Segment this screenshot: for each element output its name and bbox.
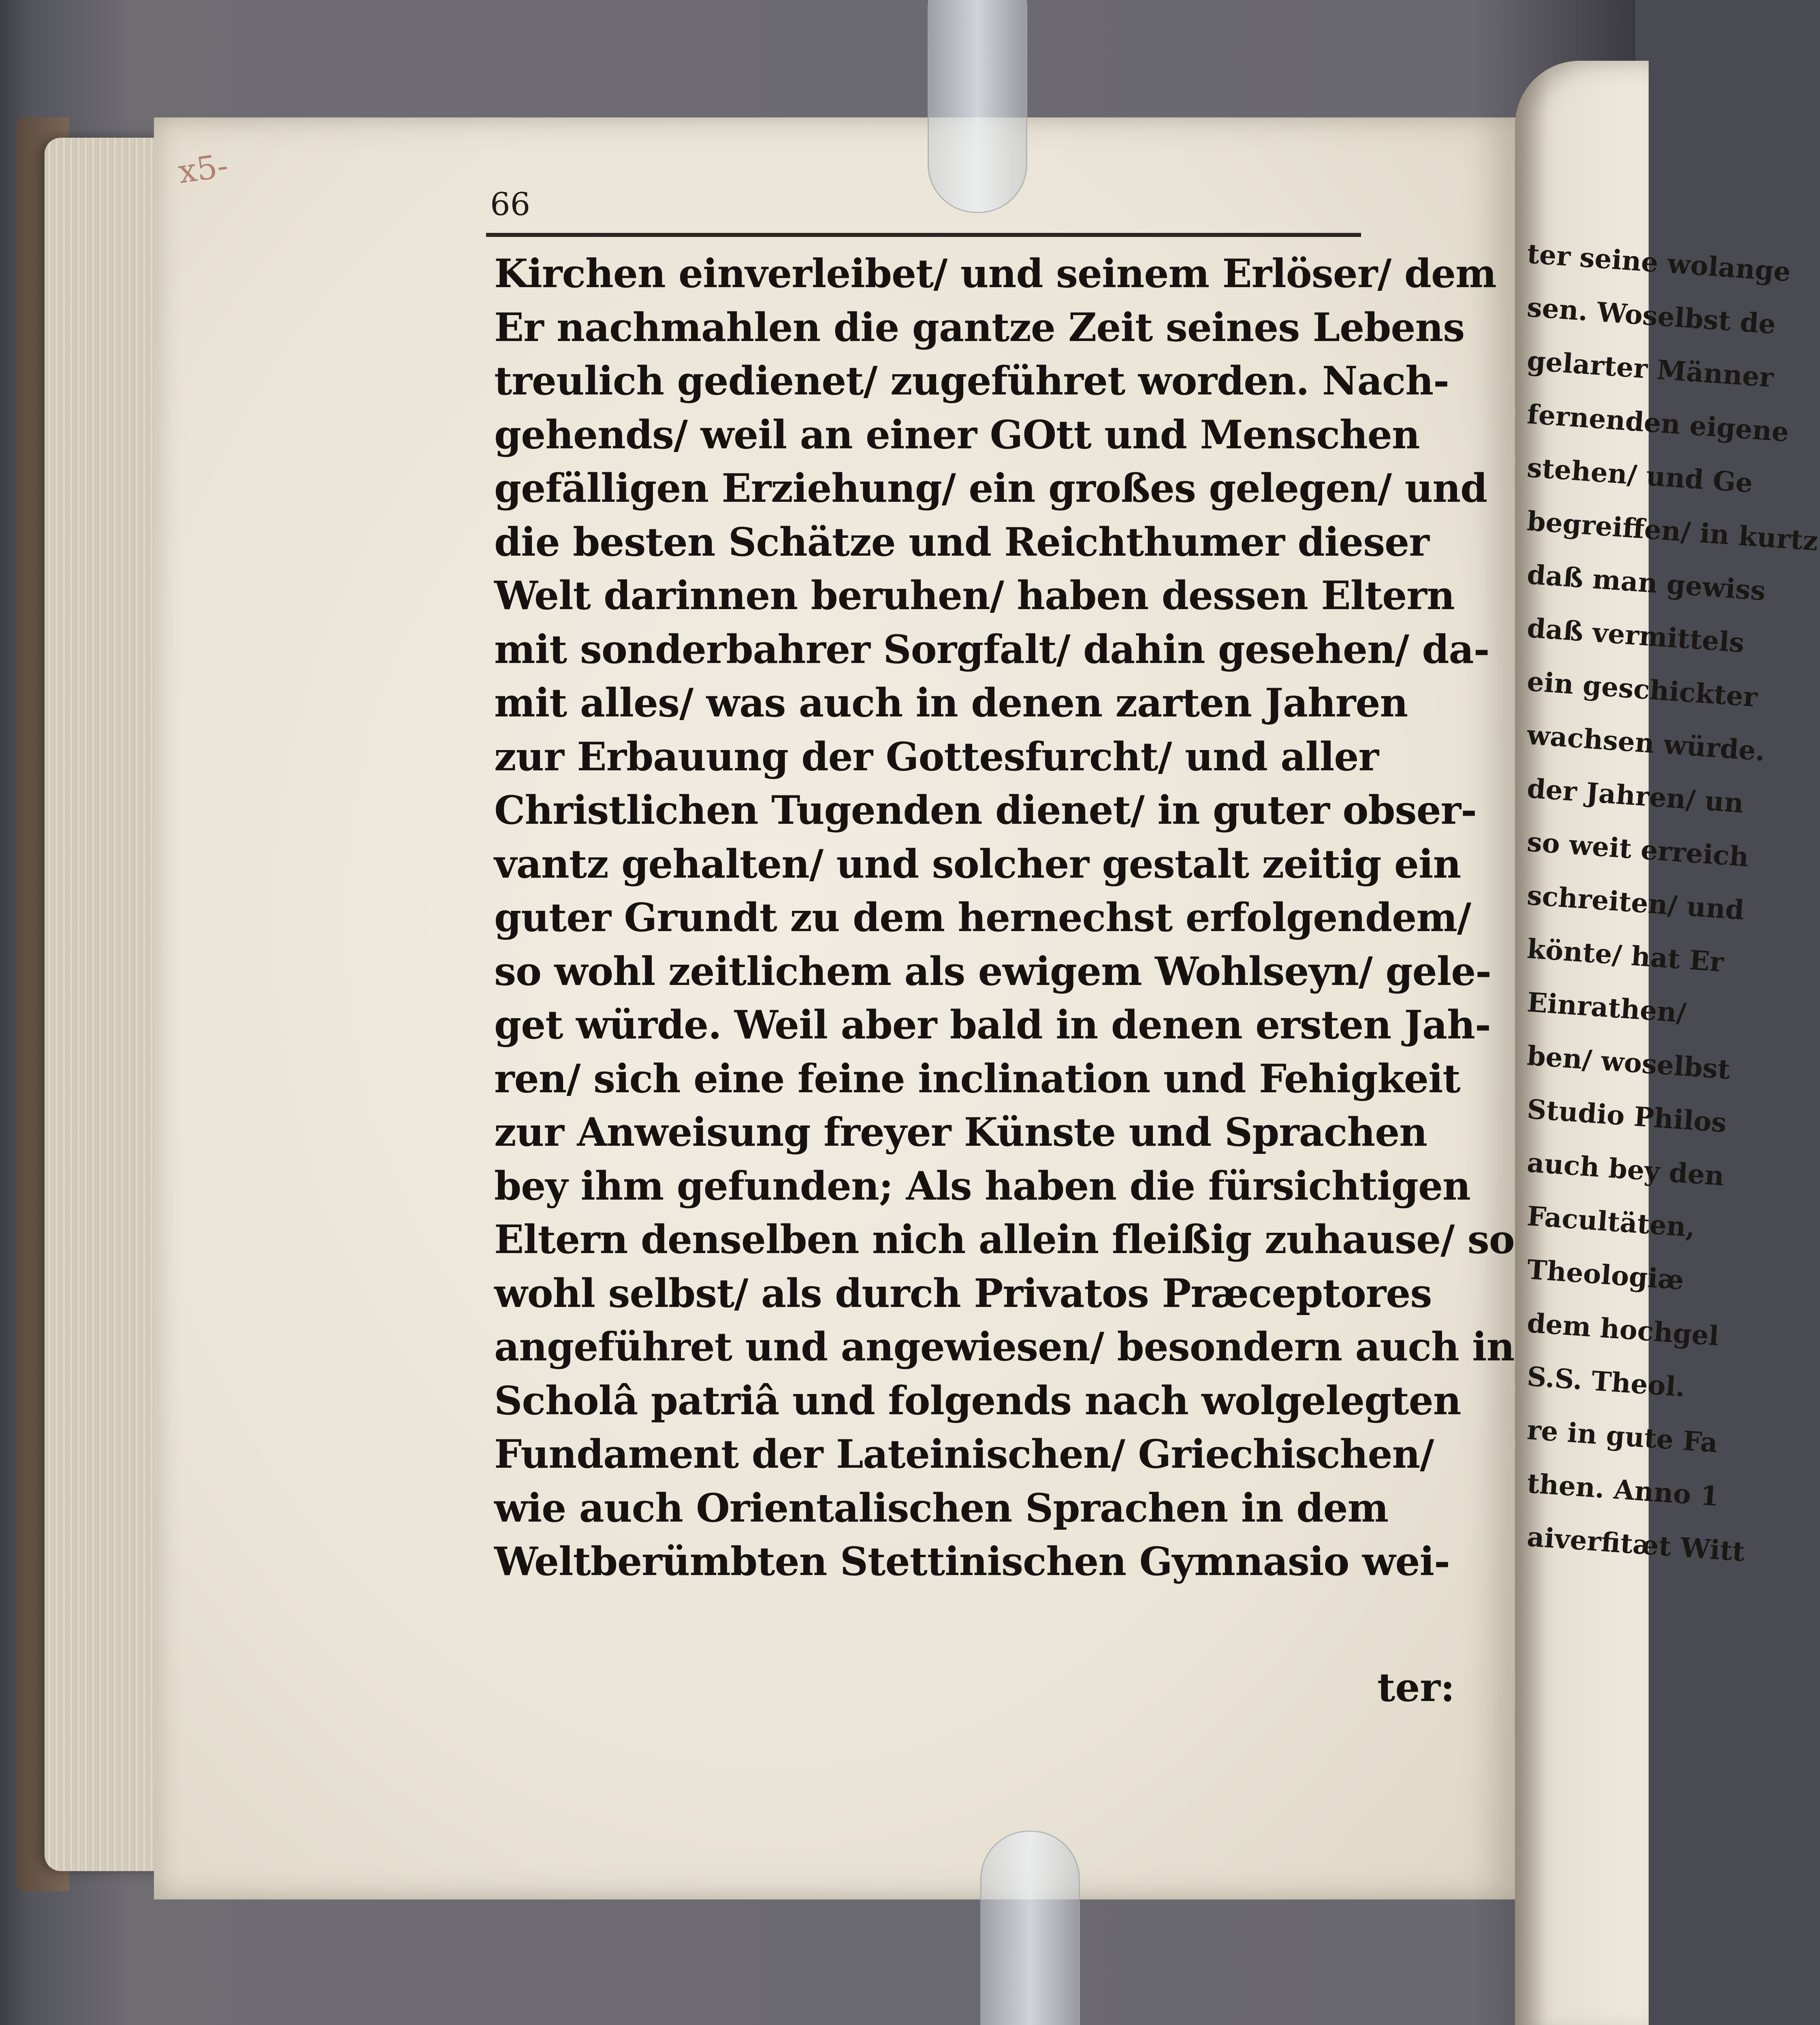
facing-line: so weit erreich — [1526, 826, 1750, 873]
facing-line: re in gute Fa — [1526, 1414, 1719, 1459]
page-number: 66 — [490, 186, 531, 223]
facing-line: gelarter Männer — [1526, 345, 1775, 394]
text-line: Welt darinnen beruhen/ haben dessen Eltern — [494, 573, 1455, 618]
text-line: wohl selbst/ als durch Privatos Præceptores — [494, 1270, 1432, 1316]
text-line: mit alles/ was auch in denen zarten Jahren — [494, 680, 1408, 726]
facing-line: daß man gewiss — [1526, 558, 1767, 607]
text-line: angeführet und angewiesen/ besondern auch in — [494, 1324, 1515, 1370]
text-line: Christlichen Tugenden dienet/ in guter obser- — [494, 787, 1477, 833]
text-line: so wohl zeitlichem als ewigem Wohlseyn/ gele- — [494, 948, 1491, 994]
facing-line: sen. Woselbst de — [1526, 291, 1777, 340]
ink-mark: x5- — [176, 146, 230, 191]
text-line: ren/ sich eine feine inclination und Fehigkeit — [494, 1055, 1460, 1102]
facing-line: dem hochgel — [1526, 1307, 1720, 1352]
facing-line: auch bey den — [1526, 1147, 1726, 1192]
page-clip-bottom — [980, 1831, 1080, 2025]
header-rule — [486, 233, 1361, 237]
text-line: bey ihm gefunden; Als haben die fürsichtigen — [494, 1163, 1470, 1209]
facing-line: könte/ hat Er — [1526, 933, 1725, 978]
text-line: treulich gedienet/ zugeführet worden. Nach- — [494, 358, 1449, 404]
facing-line: stehen/ und Ge — [1526, 452, 1754, 499]
text-line: vantz gehalten/ und solcher gestalt zeitig ein — [494, 841, 1461, 887]
text-line: Scholâ patriâ und folgends nach wolgelegten — [494, 1377, 1461, 1424]
facing-line: Einrathen/ — [1526, 986, 1688, 1029]
text-line: Eltern denselben nich allein fleißig zuhause/ so — [494, 1217, 1515, 1262]
facing-line: Studio Philos — [1526, 1093, 1728, 1139]
text-line: zur Anweisung freyer Künste und Sprachen — [494, 1109, 1427, 1155]
text-line: Kirchen einverleibet/ und seinem Erlöser/ dem — [494, 251, 1496, 296]
text-line: gefälligen Erziehung/ ein großes gelegen/ und — [494, 465, 1487, 511]
facing-line: aiverfitæt Witt — [1526, 1521, 1746, 1568]
text-line: zur Erbauung der Gottesfurcht/ und aller — [494, 733, 1379, 780]
page-stack-edge — [45, 138, 166, 1871]
text-line: guter Grundt zu dem hernechst erfolgendem/ — [494, 895, 1471, 940]
facing-line: ter seine wolange — [1526, 238, 1792, 288]
text-line: wie auch Orientalischen Sprachen in dem — [494, 1485, 1389, 1531]
facing-line: ben/ woselbst — [1526, 1040, 1731, 1085]
page-clip-top — [928, 0, 1027, 213]
facing-line: schreiten/ und — [1526, 879, 1745, 926]
facing-line: wachsen würde. — [1526, 719, 1766, 767]
text-line: Fundament der Lateinischen/ Griechischen/ — [494, 1431, 1434, 1477]
facing-line: begreiffen/ in kurtz — [1526, 505, 1819, 557]
facing-line: fernenden eigene — [1526, 398, 1790, 448]
text-line: Er nachmahlen die gantze Zeit seines Lebens — [494, 304, 1465, 350]
facing-line: Theologiæ — [1526, 1253, 1685, 1296]
facing-line: ein geschickter — [1526, 665, 1759, 713]
text-line: gehends/ weil an einer GOtt und Menschen — [494, 411, 1420, 458]
text-line: Weltberümbten Stettinischen Gymnasio wei- — [494, 1539, 1450, 1584]
text-line: mit sonderbahrer Sorgfalt/ dahin gesehen/ da- — [494, 626, 1489, 672]
facing-line: daß vermittels — [1526, 612, 1745, 659]
body-text — [494, 247, 1515, 1589]
facing-line: Facultäten, — [1526, 1200, 1696, 1243]
catchword: ter: — [1377, 1665, 1455, 1710]
facing-page-text — [1526, 227, 1819, 1568]
facing-line: der Jahren/ un — [1526, 772, 1745, 819]
text-line: get würde. Weil aber bald in denen ersten Jah- — [494, 1002, 1491, 1048]
facing-line: then. Anno 1 — [1526, 1467, 1720, 1513]
text-line: die besten Schätze und Reichthumer dieser — [494, 519, 1429, 565]
facing-line: S.S. Theol. — [1526, 1360, 1686, 1403]
